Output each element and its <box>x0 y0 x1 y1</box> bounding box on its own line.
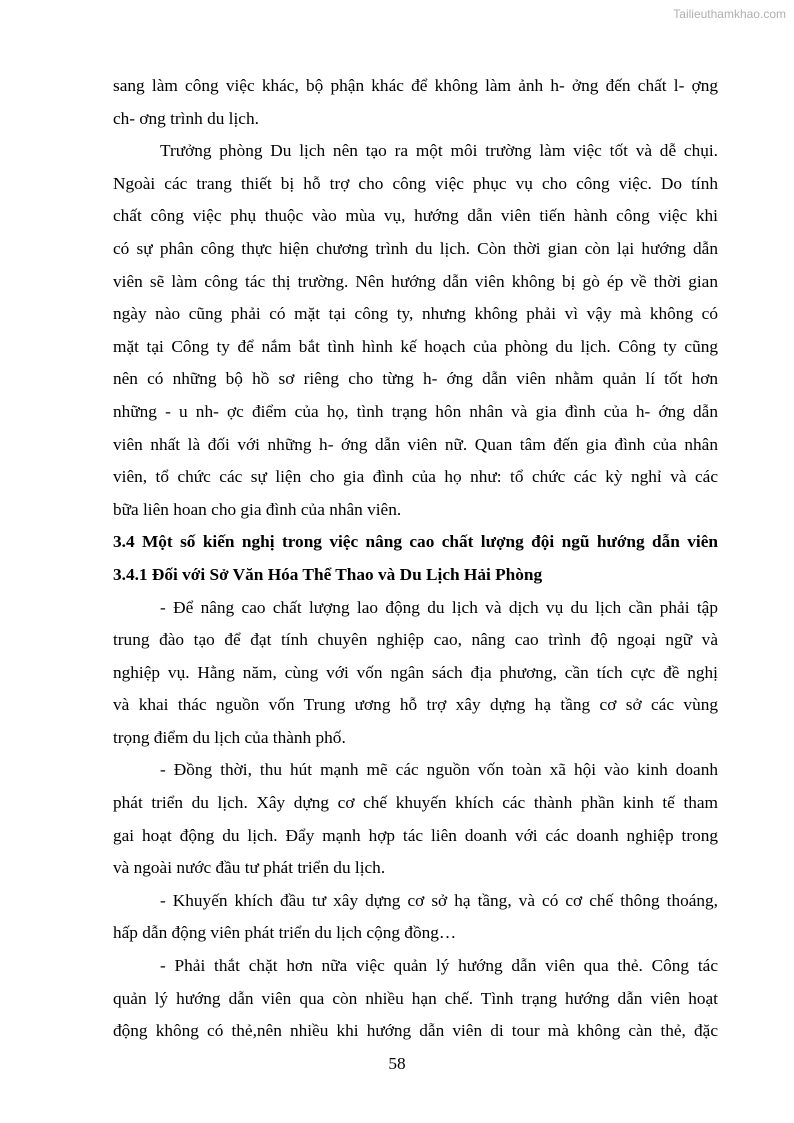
body-line: chất công việc phụ thuộc vào mùa vụ, hướng dẫn viên tiến hành công việc khi <box>113 206 718 226</box>
body-line: và ngoài nước đầu tư phát triển du lịch. <box>113 858 386 878</box>
body-line: nên có những bộ hồ sơ riêng cho từng h- ớng dẫn viên nhằm quản lí tốt hơn <box>113 369 718 389</box>
body-line: Ngoài các trang thiết bị hỗ trợ cho công việc phục vụ cho công việc. Do tính <box>113 173 718 193</box>
body-line: viên, tổ chức các sự liện cho gia đình của họ như: tổ chức các kỳ nghỉ và các <box>113 467 718 487</box>
body-line: và khai thác nguồn vốn Trung ương hỗ trợ xây dựng hạ tầng cơ sở các vùng <box>113 695 718 715</box>
body-line: trọng điểm du lịch của thành phố. <box>113 727 346 747</box>
document-body <box>113 70 718 1048</box>
body-line: ch- ơng trình du lịch. <box>113 108 259 128</box>
section-heading: 3.4 Một số kiến nghị trong việc nâng cao chất lượng đội ngũ hướng dẫn viên <box>113 532 718 552</box>
body-line: phát triển du lịch. Xây dựng cơ chế khuyến khích các thành phần kinh tế tham <box>113 793 718 813</box>
body-line: có sự phân công thực hiện chương trình du lịch. Còn thời gian còn lại hướng dẫn <box>113 238 718 258</box>
body-line: gai hoạt động du lịch. Đẩy mạnh hợp tác liên doanh với các doanh nghiệp trong <box>113 825 718 845</box>
watermark-text: Tailieuthamkhao.com <box>673 7 786 21</box>
subsection-heading: 3.4.1 Đối với Sở Văn Hóa Thể Thao và Du Lịch Hải Phòng <box>113 564 543 584</box>
page-number: 58 <box>388 1054 406 1073</box>
body-line: động không có thẻ,nên nhiều khi hướng dẫn viên di tour mà không càn thẻ, đặc <box>113 1021 718 1041</box>
body-line: viên sẽ làm công tác thị trường. Nên hướng dẫn viên không bị gò ép về thời gian <box>113 271 718 291</box>
body-line: - Đồng thời, thu hút mạnh mẽ các nguồn vốn toàn xã hội vào kinh doanh <box>160 760 718 780</box>
body-line: hấp dẫn động viên phát triển du lịch cộng đồng… <box>113 923 457 943</box>
body-line: - Khuyến khích đầu tư xây dựng cơ sở hạ tầng, và có cơ chế thông thoáng, <box>160 890 718 910</box>
body-line: trung đào tạo để đạt tính chuyên nghiệp cao, nâng cao trình độ ngoại ngữ và <box>113 630 718 650</box>
body-line: bữa liên hoan cho gia đình của nhân viên. <box>113 499 402 519</box>
body-line: - Phải thắt chặt hơn nữa việc quản lý hướng dẫn viên qua thẻ. Công tác <box>160 956 718 976</box>
body-line: mặt tại Công ty để nắm bắt tình hình kế hoạch của phòng du lịch. Công ty cũng <box>113 336 718 356</box>
body-line: ngày nào cũng phải có mặt tại công ty, nhưng không phải vì vậy mà không có <box>113 304 718 324</box>
body-line: sang làm công việc khác, bộ phận khác để không làm ảnh h- ởng đến chất l- ợng <box>113 76 718 95</box>
body-line: viên nhất là đối với những h- ớng dẫn viên nữ. Quan tâm đến gia đình của nhân <box>113 434 718 454</box>
body-line: quản lý hướng dẫn viên qua còn nhiều hạn chế. Tình trạng hướng dẫn viên hoạt <box>113 988 718 1008</box>
body-line: nghiệp vụ. Hằng năm, cùng với vốn ngân sách địa phương, cần tích cực đề nghị <box>113 662 718 682</box>
body-line: - Để nâng cao chất lượng lao động du lịch và dịch vụ du lịch cần phải tập <box>160 597 718 617</box>
body-line: Trưởng phòng Du lịch nên tạo ra một môi trường làm việc tốt và dễ chụi. <box>160 141 718 161</box>
body-line: những - u nh- ợc điểm của họ, tình trạng hôn nhân và gia đình của h- ớng dẫn <box>113 401 718 421</box>
